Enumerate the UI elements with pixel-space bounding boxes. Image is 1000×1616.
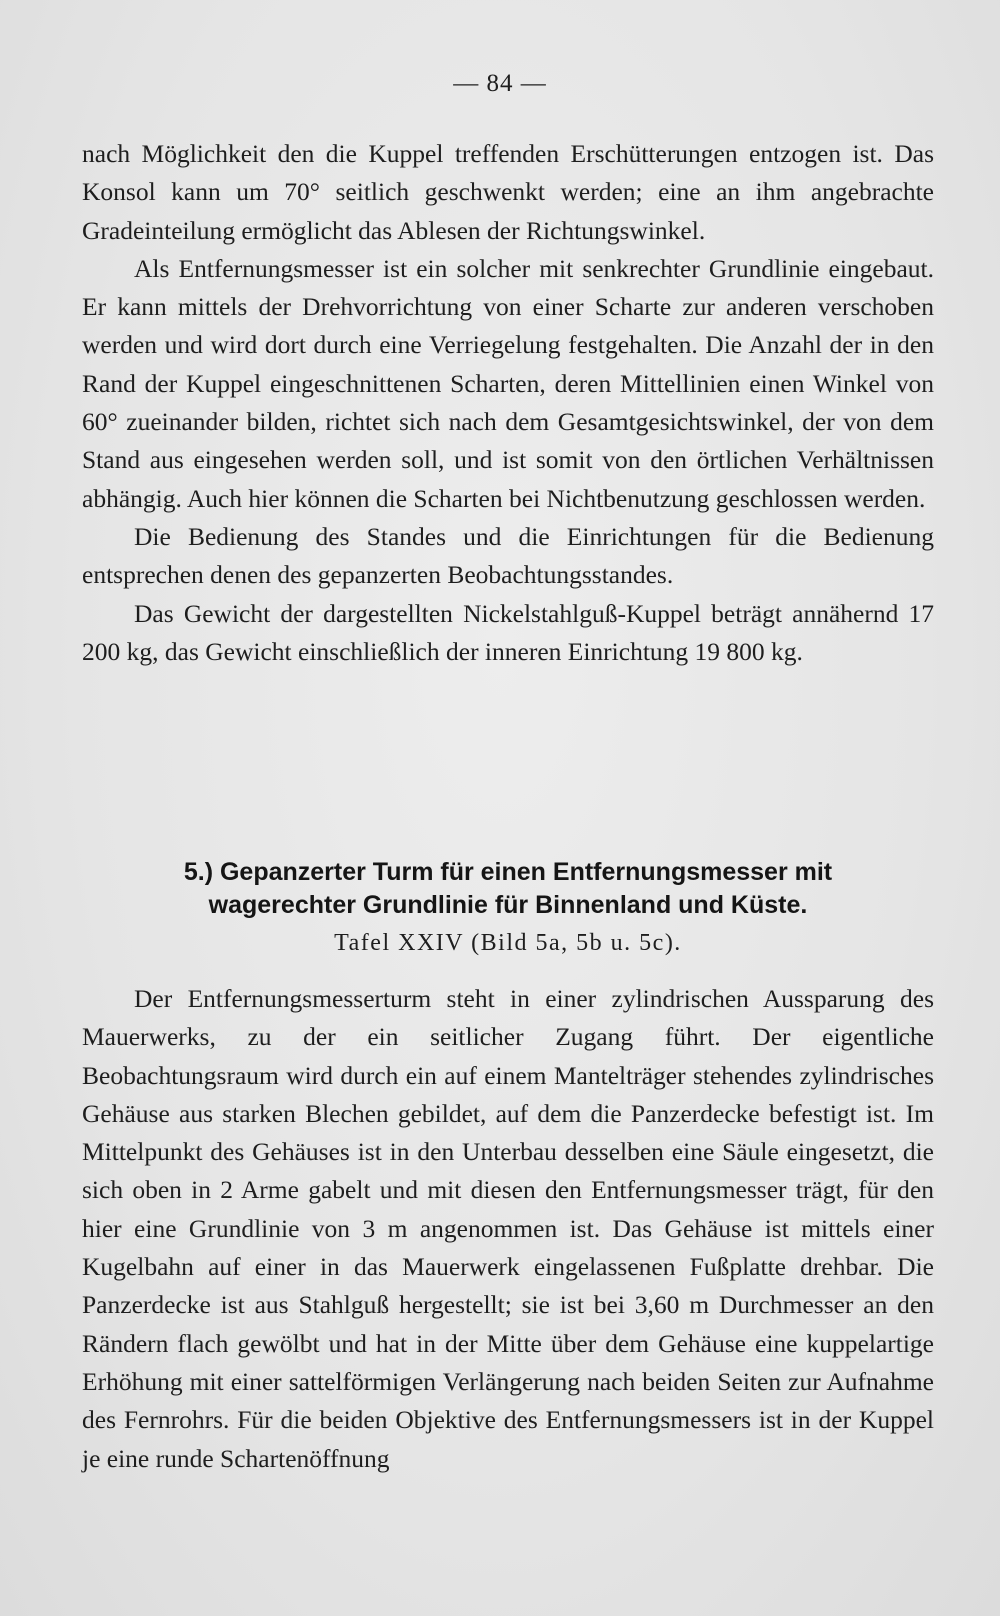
paragraph: Als Entfernungsmesser ist ein solcher mit senkrechter Grundlinie eingebaut. Er kann mittels der Drehvorrichtung von einer Scharte zur anderen verschoben werden und wird dort durch eine Verriegelung festgehalten. Die Anzahl der in den Rand der Kuppel eingeschnittenen Scharten, deren Mittellinien einen Winkel von 60° zueinander bilden, richtet sich nach dem Gesamtgesichtswinkel, der von dem Stand aus eingesehen werden soll, und ist somit von den örtlichen Verhältnissen abhängig. Auch hier können die Scharten bei Nichtbenutzung geschlossen werden.	[82, 253, 934, 513]
paragraph: Der Entfernungsmesserturm steht in einer zylindrischen Aussparung des Mauerwerks, zu der ein seitlicher Zugang führt. Der eigentliche Beobachtungsraum wird durch ein auf einem Mantelträger stehendes zylindrisches Gehäuse aus starken Blechen gebildet, auf dem die Panzerdecke befestigt ist. Im Mittelpunkt des Gehäuses ist in den Unterbau desselben eine Säule eingesetzt, die sich oben in 2 Arme gabelt und mit diesen den Entfernungsmesser trägt, für den hier eine Grundlinie von 3 m angenommen ist. Das Gehäuse ist mittels einer Kugelbahn auf einer in das Mauerwerk eingelassenen Fußplatte drehbar. Die Panzerdecke ist aus Stahlguß hergestellt; sie ist bei 3,60 m Durchmesser an den Rändern flach gewölbt und hat in der Mitte über dem Gehäuse eine kuppelartige Erhöhung mit einer sattelförmigen Verlängerung nach beiden Seiten zur Aufnahme des Fernrohrs. Für die beiden Objektive des Entfernungsmessers ist in der Kuppel je eine runde Schartenöffnung	[82, 984, 934, 1473]
body-text-bottom	[82, 980, 934, 1478]
section-heading-line: wagerechter Grundlinie für Binnenland und Küste.	[208, 891, 808, 919]
page-number: — 84 —	[453, 70, 547, 97]
paragraph: Die Bedienung des Standes und die Einrichtungen für die Bedienung entsprechen denen des gepanzerten Beobachtungsstandes.	[82, 521, 934, 590]
plate-reference: Tafel XXIV (Bild 5a, 5b u. 5c).	[334, 930, 682, 956]
body-text-top	[82, 135, 934, 671]
section-heading	[82, 856, 934, 922]
section-heading-line: 5.) Gepanzerter Turm für einen Entfernungsmesser mit	[183, 858, 833, 886]
paragraph: nach Möglichkeit den die Kuppel treffenden Erschütterungen entzogen ist. Das Konsol kann um 70° seitlich geschwenkt werden; eine an ihm angebrachte Gradeinteilung ermöglicht das Ablesen der Richtungswinkel.	[82, 139, 934, 245]
paragraph: Das Gewicht der dargestellten Nickelstahlguß-Kuppel beträgt annähernd 17 200 kg, das Gewicht einschließlich der inneren Einrichtung 19 800 kg.	[82, 598, 934, 666]
